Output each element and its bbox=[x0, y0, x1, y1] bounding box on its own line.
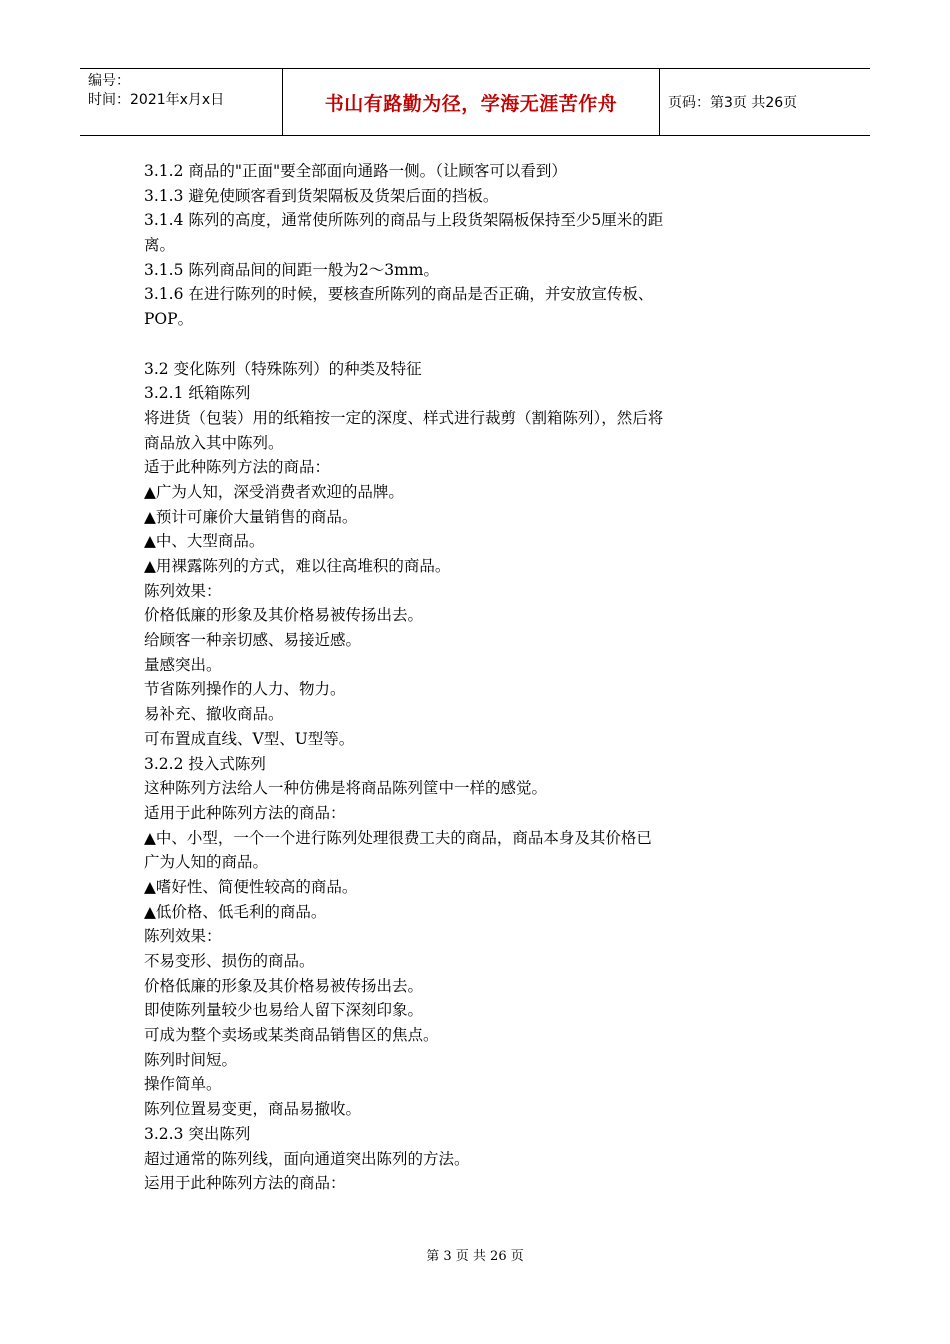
text-line: 广为人知的商品。 bbox=[144, 853, 269, 872]
header-page-code-cell bbox=[660, 69, 870, 135]
text-line: 节省陈列操作的人力、物力。 bbox=[144, 680, 346, 699]
text-line bbox=[144, 332, 814, 357]
text-line: 给顾客一种亲切感、易接近感。 bbox=[144, 631, 362, 650]
text-line: 3.1.4 陈列的高度，通常使所陈列的商品与上段货架隔板保持至少5厘米的距 bbox=[144, 211, 664, 230]
text-line: 陈列位置易变更，商品易撤收。 bbox=[144, 1100, 362, 1119]
text-line: 可布置成直线、V型、U型等。 bbox=[144, 729, 355, 748]
text-line: ▲中、小型，一个一个进行陈列处理很费工夫的商品，商品本身及其价格已 bbox=[144, 828, 652, 847]
text-line: 量感突出。 bbox=[144, 655, 222, 674]
text-line: 商品放入其中陈列。 bbox=[144, 433, 284, 452]
text-line: 适用于此种陈列方法的商品： bbox=[144, 803, 346, 822]
text-line: 3.1.3 避免使顾客看到货架隔板及货架后面的挡板。 bbox=[144, 186, 499, 205]
page-footer bbox=[0, 1245, 950, 1264]
text-line: 运用于此种陈列方法的商品： bbox=[144, 1174, 346, 1193]
number-label: 编号： bbox=[88, 73, 130, 89]
text-line: 3.1.2 商品的"正面"要全部面向通路一侧。（让顾客可以看到） bbox=[144, 162, 567, 180]
text-line: 不易变形、损伤的商品。 bbox=[144, 952, 315, 970]
page-header bbox=[80, 68, 870, 136]
text-line: 操作简单。 bbox=[144, 1075, 222, 1094]
text-line: POP。 bbox=[144, 310, 194, 329]
text-line: 陈列效果： bbox=[144, 927, 222, 946]
text-line: 3.1.5 陈列商品间的间距一般为2～3mm。 bbox=[144, 260, 439, 279]
text-line: 3.1.6 在进行陈列的时候，要核查所陈列的商品是否正确，并安放宣传板、 bbox=[144, 285, 654, 304]
text-line: 3.2.1 纸箱陈列 bbox=[144, 384, 251, 403]
text-line: 3.2.3 突出陈列 bbox=[144, 1124, 251, 1143]
text-line: 易补充、撤收商品。 bbox=[144, 705, 284, 724]
header-meta bbox=[80, 69, 283, 135]
header-motto-cell bbox=[283, 69, 660, 135]
text-line: 这种陈列方法给人一种仿佛是将商品陈列筐中一样的感觉。 bbox=[144, 779, 548, 798]
text-line: ▲预计可廉价大量销售的商品。 bbox=[144, 507, 358, 526]
text-line: 可成为整个卖场或某类商品销售区的焦点。 bbox=[144, 1026, 439, 1045]
time-label: 时间：2021年x月x日 bbox=[88, 92, 225, 108]
text-line: 价格低廉的形象及其价格易被传扬出去。 bbox=[144, 606, 424, 625]
text-line: ▲嗜好性、简便性较高的商品。 bbox=[144, 877, 358, 896]
text-line: ▲中、大型商品。 bbox=[144, 532, 265, 551]
text-line: 3.2 变化陈列（特殊陈列）的种类及特征 bbox=[144, 359, 422, 378]
text-line: ▲用裸露陈列的方式，难以往高堆积的商品。 bbox=[144, 557, 451, 575]
text-line: 3.2.2 投入式陈列 bbox=[144, 754, 266, 773]
text-line: 将进货（包装）用的纸箱按一定的深度、样式进行裁剪（割箱陈列），然后将 bbox=[144, 408, 664, 427]
text-line: 陈列效果： bbox=[144, 581, 222, 600]
text-line: 离。 bbox=[144, 236, 176, 255]
text-line: ▲广为人知，深受消费者欢迎的品牌。 bbox=[144, 482, 404, 501]
document-body bbox=[144, 159, 814, 1196]
text-line: 即使陈列量较少也易给人留下深刻印象。 bbox=[144, 1001, 424, 1020]
motto: 书山有路勤为径，学海无涯苦作舟 bbox=[324, 92, 618, 115]
footer-page-number: 第 3 页 共 26 页 bbox=[426, 1249, 524, 1264]
text-line: ▲低价格、低毛利的商品。 bbox=[144, 902, 327, 921]
page-code: 页码：第3页 共26页 bbox=[668, 95, 798, 111]
text-line: 适于此种陈列方法的商品： bbox=[144, 458, 331, 477]
text-line: 超过通常的陈列线，面向通道突出陈列的方法。 bbox=[144, 1149, 470, 1168]
text-line: 陈列时间短。 bbox=[144, 1050, 238, 1069]
text-line: 价格低廉的形象及其价格易被传扬出去。 bbox=[144, 976, 424, 995]
